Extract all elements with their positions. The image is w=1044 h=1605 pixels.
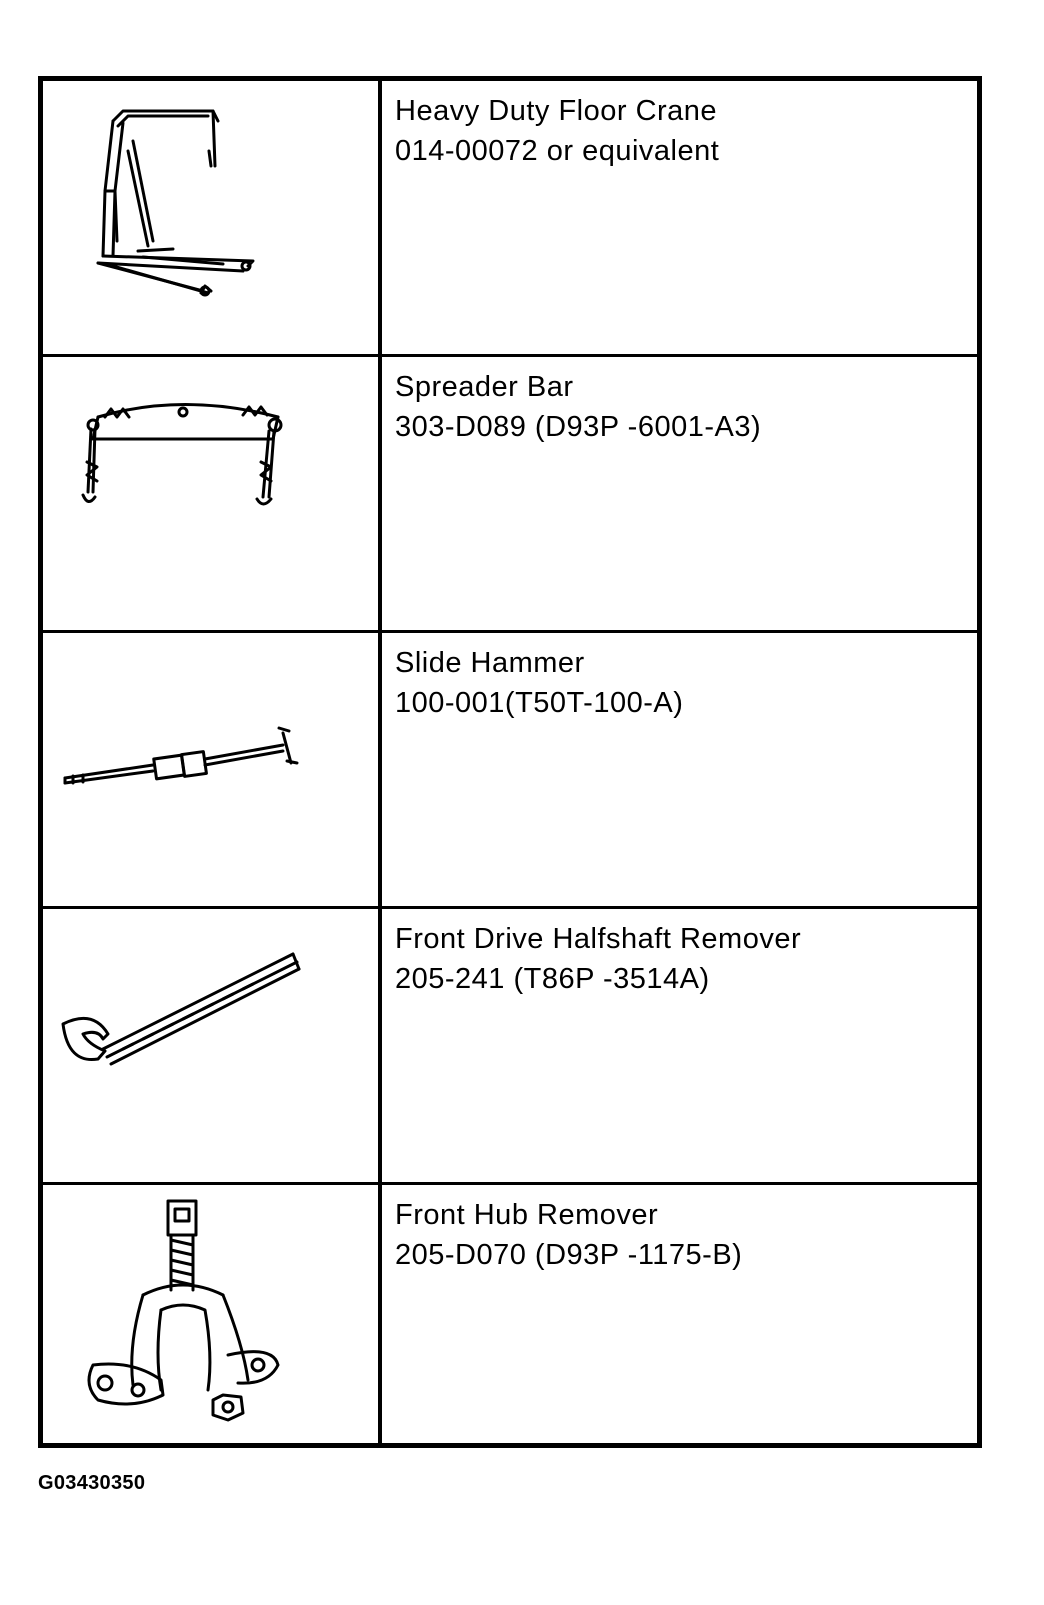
tool-name: Front Hub Remover <box>395 1199 659 1231</box>
special-tools-table <box>38 76 982 1448</box>
tool-row <box>43 633 977 906</box>
tool-row <box>43 909 977 1182</box>
tool-number: 205-241 (T86P -3514A) <box>395 963 710 995</box>
tool-number: 303-D089 (D93P -6001-A3) <box>395 411 762 443</box>
tool-row <box>43 1185 977 1443</box>
column-divider <box>378 81 382 354</box>
tool-name: Spreader Bar <box>395 371 574 403</box>
tool-description <box>395 919 967 999</box>
tool-description <box>395 91 967 171</box>
column-divider <box>378 1185 382 1443</box>
tool-row <box>43 81 977 354</box>
tool-name: Slide Hammer <box>395 647 585 679</box>
halfshaft-remover-icon <box>43 909 378 1182</box>
tool-description <box>395 643 967 723</box>
tool-name: Heavy Duty Floor Crane <box>395 95 718 127</box>
tool-description <box>395 1195 967 1275</box>
floor-crane-icon <box>43 81 378 354</box>
tool-name: Front Drive Halfshaft Remover <box>395 923 802 955</box>
spreader-bar-icon <box>43 357 378 630</box>
tool-description <box>395 367 967 447</box>
tool-number: 100-001(T50T-100-A) <box>395 687 684 719</box>
tool-number: 205-D070 (D93P -1175-B) <box>395 1239 743 1271</box>
column-divider <box>378 357 382 630</box>
tool-row <box>43 357 977 630</box>
hub-remover-icon <box>43 1185 378 1443</box>
column-divider <box>378 909 382 1182</box>
slide-hammer-icon <box>43 633 378 906</box>
figure-id: G03430350 <box>38 1472 146 1494</box>
tool-number: 014-00072 or equivalent <box>395 135 720 167</box>
column-divider <box>378 633 382 906</box>
